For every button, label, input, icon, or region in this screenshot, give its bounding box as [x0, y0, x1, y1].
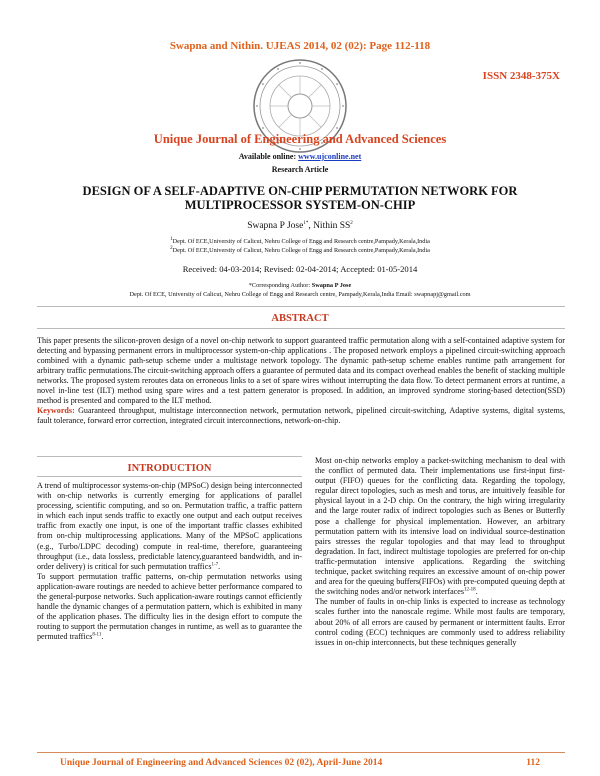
affiliation-2-mark: 2	[170, 245, 173, 251]
intro-paragraph-3-text: Most on-chip networks employ a packet-switching mechanism to deal with the conflict of permuted data. Their implementations use first-input first-output (FIFO) queues for the conflicting data. Regarding the topology, regular direct topologies, such as mesh and torus, are intuitively feasible for physical layout in a 2-D chip. On the contrary, the high wiring irregularity and the large router radix of indirect topologies such as Benes or Butterfly pose a challenge for physical implementation. However, an arbitrary permutation pattern with its intensive load on individual source-destination pairs stresses the regular topologies and that may lead to throughput degradation. In fact, indirect multistage topologies are preferred for on-chip traffic-permutation intensive applications. Regarding the switching technique, packet switching requires an excessive amount of on-chip power and area for the queuing buffers(FIFOs) with pre-computed queuing depth at the switching nodes and/or network interfaces	[315, 456, 565, 597]
corresponding-prefix: *Corresponding Author:	[248, 282, 312, 289]
affiliation-1-mark: 1	[170, 236, 173, 242]
affiliation-1	[0, 238, 600, 245]
affiliation-2-text: Dept. Of ECE,University of Calicut, Nehru College of Engg and Research centre,Pampady,Kerala,India	[172, 247, 430, 254]
footer-journal-issue: Unique Journal of Engineering and Advanced Sciences 02 (02), April-June 2014	[60, 758, 383, 768]
journal-url-link[interactable]: www.ujconline.net	[298, 152, 362, 161]
introduction-heading: INTRODUCTION	[127, 463, 212, 474]
author-line	[0, 221, 600, 231]
keywords-text: Guaranteed throughput, multistage interconnection network, permutation network, pipelined circuit-switching, Adaptive systems, digital systems, fault tolerance, forward error correction, integrated circuit interconnections, network-on-chip.	[37, 406, 565, 425]
corresponding-author	[0, 282, 600, 289]
intro-paragraph-1: A trend of multiprocessor systems-on-chip (MPSoC) design being interconnected with on-chip networks is currently emerging for applications of parallel processing, scientific computing, and so on. Permutation traffic, a traffic pattern in which each input sends traffic to exactly one output and each output receives traffic from exactly one input, is one of the important traffic classes exhibited from on-chip multiprocessing applications. Many of the MPSoC applications (e.g., Turbo/LDPC decoding) compute in real-time, therefore, guaranteeing throughput (i.e., data lossless, predictable latency,guaranteed bandwidth, and in-order delivery) is critical for such permutation traffics$^{1-7}$.	[37, 481, 302, 571]
intro-paragraph-4: The number of faults in on-chip links is expected to increase as technology scales further into the nanoscale regime. While most faults are temporary, about 20% of all errors are caused by permanent or intermittent faults. Error control coding (ECC) techniques are commonly used to address reliability issues in on-chip interconnects, but these techniques generally	[315, 597, 565, 647]
abstract-heading: ABSTRACT	[271, 313, 329, 324]
journal-name: Unique Journal of Engineering and Advanced Sciences	[153, 132, 447, 146]
footer-divider	[37, 752, 565, 753]
citation-ref: 1-7	[211, 562, 219, 568]
keywords-label: Keywords:	[37, 406, 79, 415]
page-footer	[60, 758, 540, 768]
title-line-1: DESIGN OF A SELF-ADAPTIVE ON-CHIP PERMUTATION NETWORK FOR	[82, 184, 518, 198]
divider	[37, 328, 565, 329]
abstract-body	[37, 336, 565, 426]
right-column	[315, 456, 565, 745]
left-column	[37, 481, 302, 743]
author-2: , Nithin SS	[308, 221, 351, 231]
article-type: Research Article	[271, 165, 329, 174]
citation-ref: 8-11	[92, 632, 102, 638]
author-1-mark: 1*	[303, 220, 309, 226]
running-header: Swapna and Nithin. UJEAS 2014, 02 (02): Page 112-118	[169, 40, 431, 52]
intro-paragraph-2: To support permutation traffic patterns, on-chip permutation networks using application-aware routings are needed to achieve better performance compared to the general-purpose networks. Such application-aware routings cannot efficiently handle the dynamic changes of a permutation pattern, which is exhibited in many of the application phases. The difficulty lies in the design effort to compute the routing to support the permutation changes in runtime, as well as to guarantee the permuted traffics$^{8-11}$.	[37, 571, 302, 642]
availability-line	[0, 152, 600, 161]
author-1: Swapna P Jose	[247, 221, 304, 231]
affiliation-2	[0, 247, 600, 254]
divider	[37, 476, 302, 477]
issn-label: ISSN 2348-375X	[482, 70, 560, 82]
corresponding-detail: Dept. Of ECE, University of Calicut, Nehru College of Engg and Research centre, Pampady,Kerala,India Email: swapnapj@gmail.com	[129, 291, 471, 298]
submission-dates: Received: 04-03-2014; Revised: 02-04-2014; Accepted: 01-05-2014	[182, 264, 418, 274]
intro-paragraph-1-text: A trend of multiprocessor systems-on-chip (MPSoC) design being interconnected with on-chip networks is currently emerging for applications of parallel processing, scientific computing, and so on. Permutation traffic, a traffic pattern in which each input sends traffic to exactly one output and each output receives traffic from exactly one input, is one of the important traffic classes exhibited from on-chip multiprocessing applications. Many of the MPSoC applications (e.g., Turbo/LDPC decoding) compute in real-time, therefore, guaranteeing throughput (i.e., data lossless, predictable latency,guaranteed bandwidth, and in-order delivery) is critical for such permutation traffics	[37, 481, 302, 571]
divider	[37, 306, 565, 307]
author-2-mark: 2	[350, 220, 353, 226]
corresponding-name: Swapna P Jose	[311, 282, 352, 289]
page-number: 112	[526, 758, 540, 768]
citation-ref: 12-18	[464, 587, 476, 593]
intro-paragraph-3: Most on-chip networks employ a packet-switching mechanism to deal with the conflict of permuted data. Their implementations use first-input first-output (FIFO) queues for the conflicting data. Regarding the topology, regular direct topologies, such as mesh and torus, are intuitively feasible for physical layout in a 2-D chip. On the contrary, the high wiring irregularity and the large router radix of indirect topologies such as Benes or Butterfly pose a challenge for physical implementation. However, an arbitrary permutation pattern with its intensive load on individual source-destination pairs stresses the regular topologies and that may lead to throughput degradation. In fact, indirect multistage topologies are preferred for on-chip traffic-permutation intensive applications. Regarding the switching technique, packet switching requires an excessive amount of on-chip power and area for the queuing buffers(FIFOs) with pre-computed queuing depth at the switching nodes and/or network interfaces$^{12-18}$.	[315, 456, 565, 597]
abstract-text: This paper presents the silicon-proven design of a novel on-chip network to support guaranteed traffic permutation along with a self-contained adaptive system for detecting and bypassing permanent errors in multiprocessor system-on-chip applications . The proposed network employs a pipelined circuit-switching approach combined with a dynamic path-setup scheme under a multistage network topology. The dynamic path-setup scheme enables runtime path arrangement for arbitrary traffic permutations.The circuit-switching approach offers a guarantee of permuted data and its compact overhead enables the benefit of stacking multiple networks. The proposed system reroutes data on erroneous links to a set of spare wires without interrupting the data flow. To detect permanent errors at runtime, a novel in-line test (ILT) method using spare wires and a test pattern generator is proposed. In addition, an improved syndrome storing-based detection(SSD) method is presented and compared to the ILT method.	[37, 336, 565, 405]
paper-title	[40, 184, 560, 212]
title-line-2: MULTIPROCESSOR SYSTEM-ON-CHIP	[184, 198, 416, 212]
divider	[37, 456, 302, 457]
available-label: Available online:	[238, 152, 299, 161]
affiliation-1-text: Dept. Of ECE,University of Calicut, Nehru College of Engg and Research centre,Pampady,Kerala,India	[172, 238, 430, 245]
intro-paragraph-2-text: To support permutation traffic patterns, on-chip permutation networks using application-aware routings are needed to achieve better performance compared to the general-purpose networks. Such application-aware routings cannot efficiently handle the dynamic changes of a permutation pattern, which is exhibited in many of the application phases. The difficulty lies in the design effort to compute the routing to support the permutation changes in runtime, as well as to guarantee the permuted traffics	[37, 571, 302, 642]
